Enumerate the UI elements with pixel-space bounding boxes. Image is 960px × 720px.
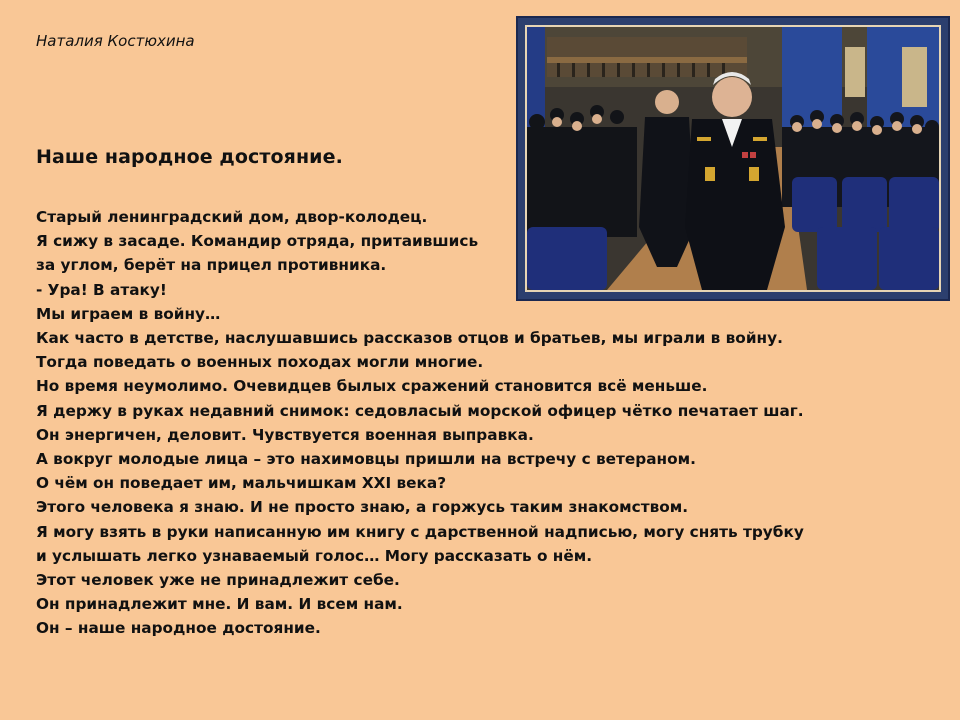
author-name: Наталия Костюхина — [36, 32, 195, 50]
text-line: и услышать легко узнаваемый голос… Могу рассказать о нём. — [36, 546, 593, 565]
text-line: Мы играем в войну… — [36, 304, 221, 323]
text-line: Но время неумолимо. Очевидцев былых сражений становится всё меньше. — [36, 377, 708, 396]
text-line: Я сижу в засаде. Командир отряда, притаившись — [36, 232, 479, 251]
text-line: Этого человека я знаю. И не просто знаю, а горжусь таким знакомством. — [36, 498, 689, 517]
text-line: Я могу взять в руки написанную им книгу с дарственной надписью, могу снять трубку — [36, 522, 804, 541]
text-line: О чём он поведает им, мальчишкам XXI века? — [36, 474, 447, 493]
veteran-photo — [525, 25, 941, 292]
text-line: Старый ленинградский дом, двор-колодец. — [36, 208, 428, 226]
text-line: Он энергичен, деловит. Чувствуется военная выправка. — [36, 425, 534, 444]
page-title: Наше народное достояние. — [36, 146, 343, 168]
photo-illustration — [527, 27, 939, 290]
text-line: Он принадлежит мне. И вам. И всем нам. — [36, 595, 403, 614]
text-line: - Ура! В атаку! — [36, 280, 167, 299]
text-line: Тогда поведать о военных походах могли многие. — [36, 353, 484, 372]
text-line: А вокруг молодые лица – это нахимовцы пришли на встречу с ветераном. — [36, 450, 696, 469]
text-line: Как часто в детстве, наслушавшись рассказов отцов и братьев, мы играли в войну. — [36, 329, 783, 348]
text-line: Этот человек уже не принадлежит себе. — [36, 571, 400, 590]
text-line: за углом, берёт на прицел противника. — [36, 256, 387, 275]
text-line: Я держу в руках недавний снимок: седовласый морской офицер чётко печатает шаг. — [36, 401, 804, 420]
photo-frame — [516, 16, 950, 301]
text-line: Он – наше народное достояние. — [36, 619, 321, 638]
